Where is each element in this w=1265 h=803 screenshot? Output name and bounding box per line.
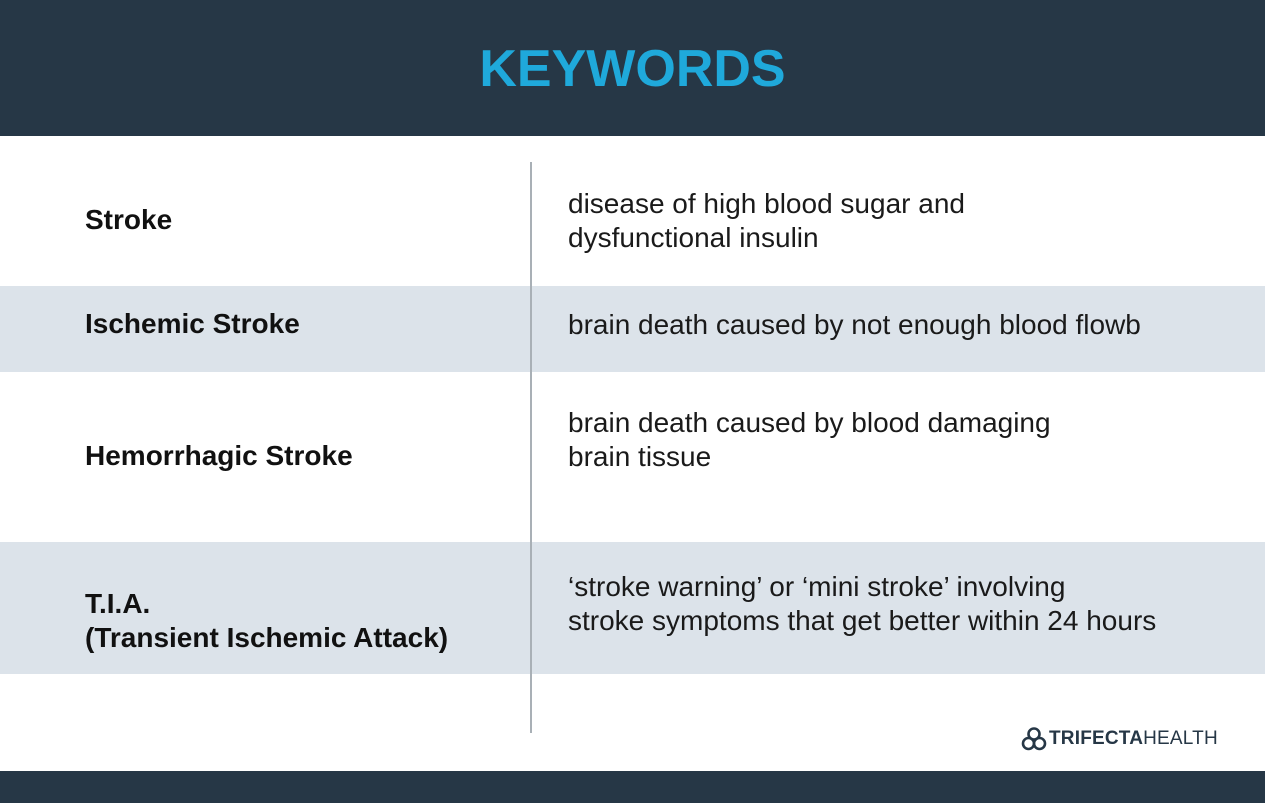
keyword-row [0,542,1265,674]
page-title: KEYWORDS [479,40,786,98]
definition-line: disease of high blood sugar and [568,188,965,219]
keyword-row [0,286,1265,372]
definition-line: brain tissue [568,441,712,472]
column-divider [530,162,532,733]
definition-line: ‘stroke warning’ or ‘mini stroke’ involving [568,571,1066,602]
definition-line: stroke symptoms that get better within 24 hours [568,605,1157,636]
footer-bar [0,771,1265,803]
term-line: T.I.A. [85,588,151,619]
term-line: (Transient Ischemic Attack) [85,622,449,653]
keyword-definition [568,570,1258,638]
keyword-term [85,307,300,341]
trifecta-health-logo [1021,725,1218,753]
term-line: Ischemic Stroke [85,308,300,339]
logo-sub-text: HEALTH [1143,728,1218,749]
logo-brand-text: TRIFECTA [1049,728,1144,749]
term-line: Hemorrhagic Stroke [85,440,353,471]
keyword-row [0,372,1265,542]
keyword-row [0,136,1265,286]
definition-line: brain death caused by blood damaging [568,407,1051,438]
keyword-term [85,439,353,473]
term-line: Stroke [85,204,173,235]
trifecta-logo-icon [1021,726,1047,752]
keyword-definition [568,308,1258,342]
definition-line: brain death caused by not enough blood flowb [568,309,1141,340]
keyword-definition [568,187,1258,255]
keyword-term [85,203,172,237]
keyword-term [85,587,448,655]
keyword-definition [568,406,1258,474]
header-bar [0,0,1265,136]
definition-line: dysfunctional insulin [568,222,819,253]
